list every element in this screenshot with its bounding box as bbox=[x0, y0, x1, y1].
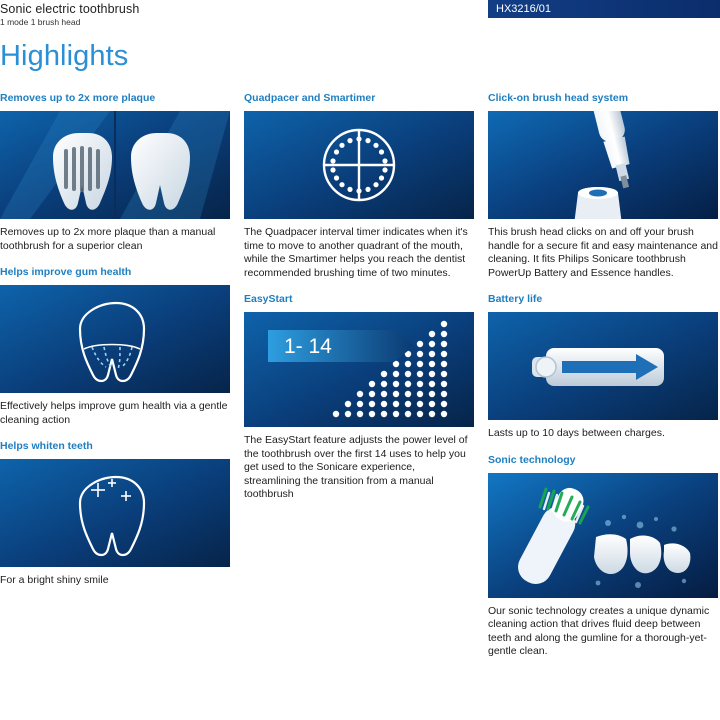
section-title-plaque: Removes up to 2x more plaque bbox=[0, 92, 156, 104]
section-caption-whiten: For a bright shiny smile bbox=[0, 574, 109, 586]
section-caption-quadpacer: The Quadpacer interval timer indicates when it's time to move to another quadrant of the mouth, while the Smartimer helps you reach the dentist recommended brushing time of two minutes. bbox=[244, 226, 468, 279]
highlights-columns bbox=[0, 92, 720, 659]
section-caption-battery: Lasts up to 10 days between charges. bbox=[488, 427, 665, 439]
product-title: Sonic electric toothbrush bbox=[0, 2, 140, 16]
column-right bbox=[488, 92, 718, 659]
page-header bbox=[0, 0, 720, 27]
column-middle bbox=[244, 92, 474, 659]
section-title-sonic: Sonic technology bbox=[488, 453, 576, 466]
two-teeth-plaque-illustration bbox=[0, 111, 230, 219]
section-caption-easystart: The EasyStart feature adjusts the power level of the toothbrush over the first 14 uses to help you get used to the Sonicare experience, streamlining the transition from a manual toothbrush bbox=[244, 434, 468, 500]
product-code: HX3216/01 bbox=[496, 3, 552, 15]
section-caption-plaque: Removes up to 2x more plaque than a manual toothbrush for a superior clean bbox=[0, 226, 216, 252]
easystart-ramp-illustration bbox=[244, 312, 474, 427]
product-code-bar bbox=[488, 0, 720, 18]
sonic-brush-teeth-photo bbox=[488, 473, 718, 598]
tooth-gumline-illustration bbox=[0, 285, 230, 393]
section-title-battery: Battery life bbox=[488, 293, 543, 305]
column-left bbox=[0, 92, 230, 659]
brush-head-click-on-photo bbox=[488, 111, 718, 219]
page-title: Highlights bbox=[0, 40, 129, 72]
product-subtitle: 1 mode 1 brush head bbox=[0, 17, 81, 27]
section-caption-clickon: This brush head clicks on and off your brush handle for a secure fit and easy maintenance and cleaning. It fits Philips Sonicare toothbrush PowerUp Battery and Essence handles. bbox=[488, 226, 718, 279]
quadpacer-timer-icon bbox=[244, 111, 474, 219]
section-caption-gum: Effectively helps improve gum health via a gentle cleaning action bbox=[0, 400, 228, 426]
section-title-gum: Helps improve gum health bbox=[0, 266, 132, 278]
section-title-easystart: EasyStart bbox=[244, 293, 293, 305]
battery-arrow-illustration bbox=[488, 312, 718, 420]
section-title-clickon: Click-on brush head system bbox=[488, 92, 629, 104]
section-title-quadpacer: Quadpacer and Smartimer bbox=[244, 92, 376, 104]
section-title-whiten: Helps whiten teeth bbox=[0, 440, 93, 452]
section-caption-sonic: Our sonic technology creates a unique dynamic cleaning action that drives fluid deep between teeth and along the gumline for a thorough-yet-gentle clean. bbox=[488, 604, 710, 657]
easystart-range-label: 1- 14 bbox=[284, 335, 332, 358]
sparkling-tooth-illustration bbox=[0, 459, 230, 567]
